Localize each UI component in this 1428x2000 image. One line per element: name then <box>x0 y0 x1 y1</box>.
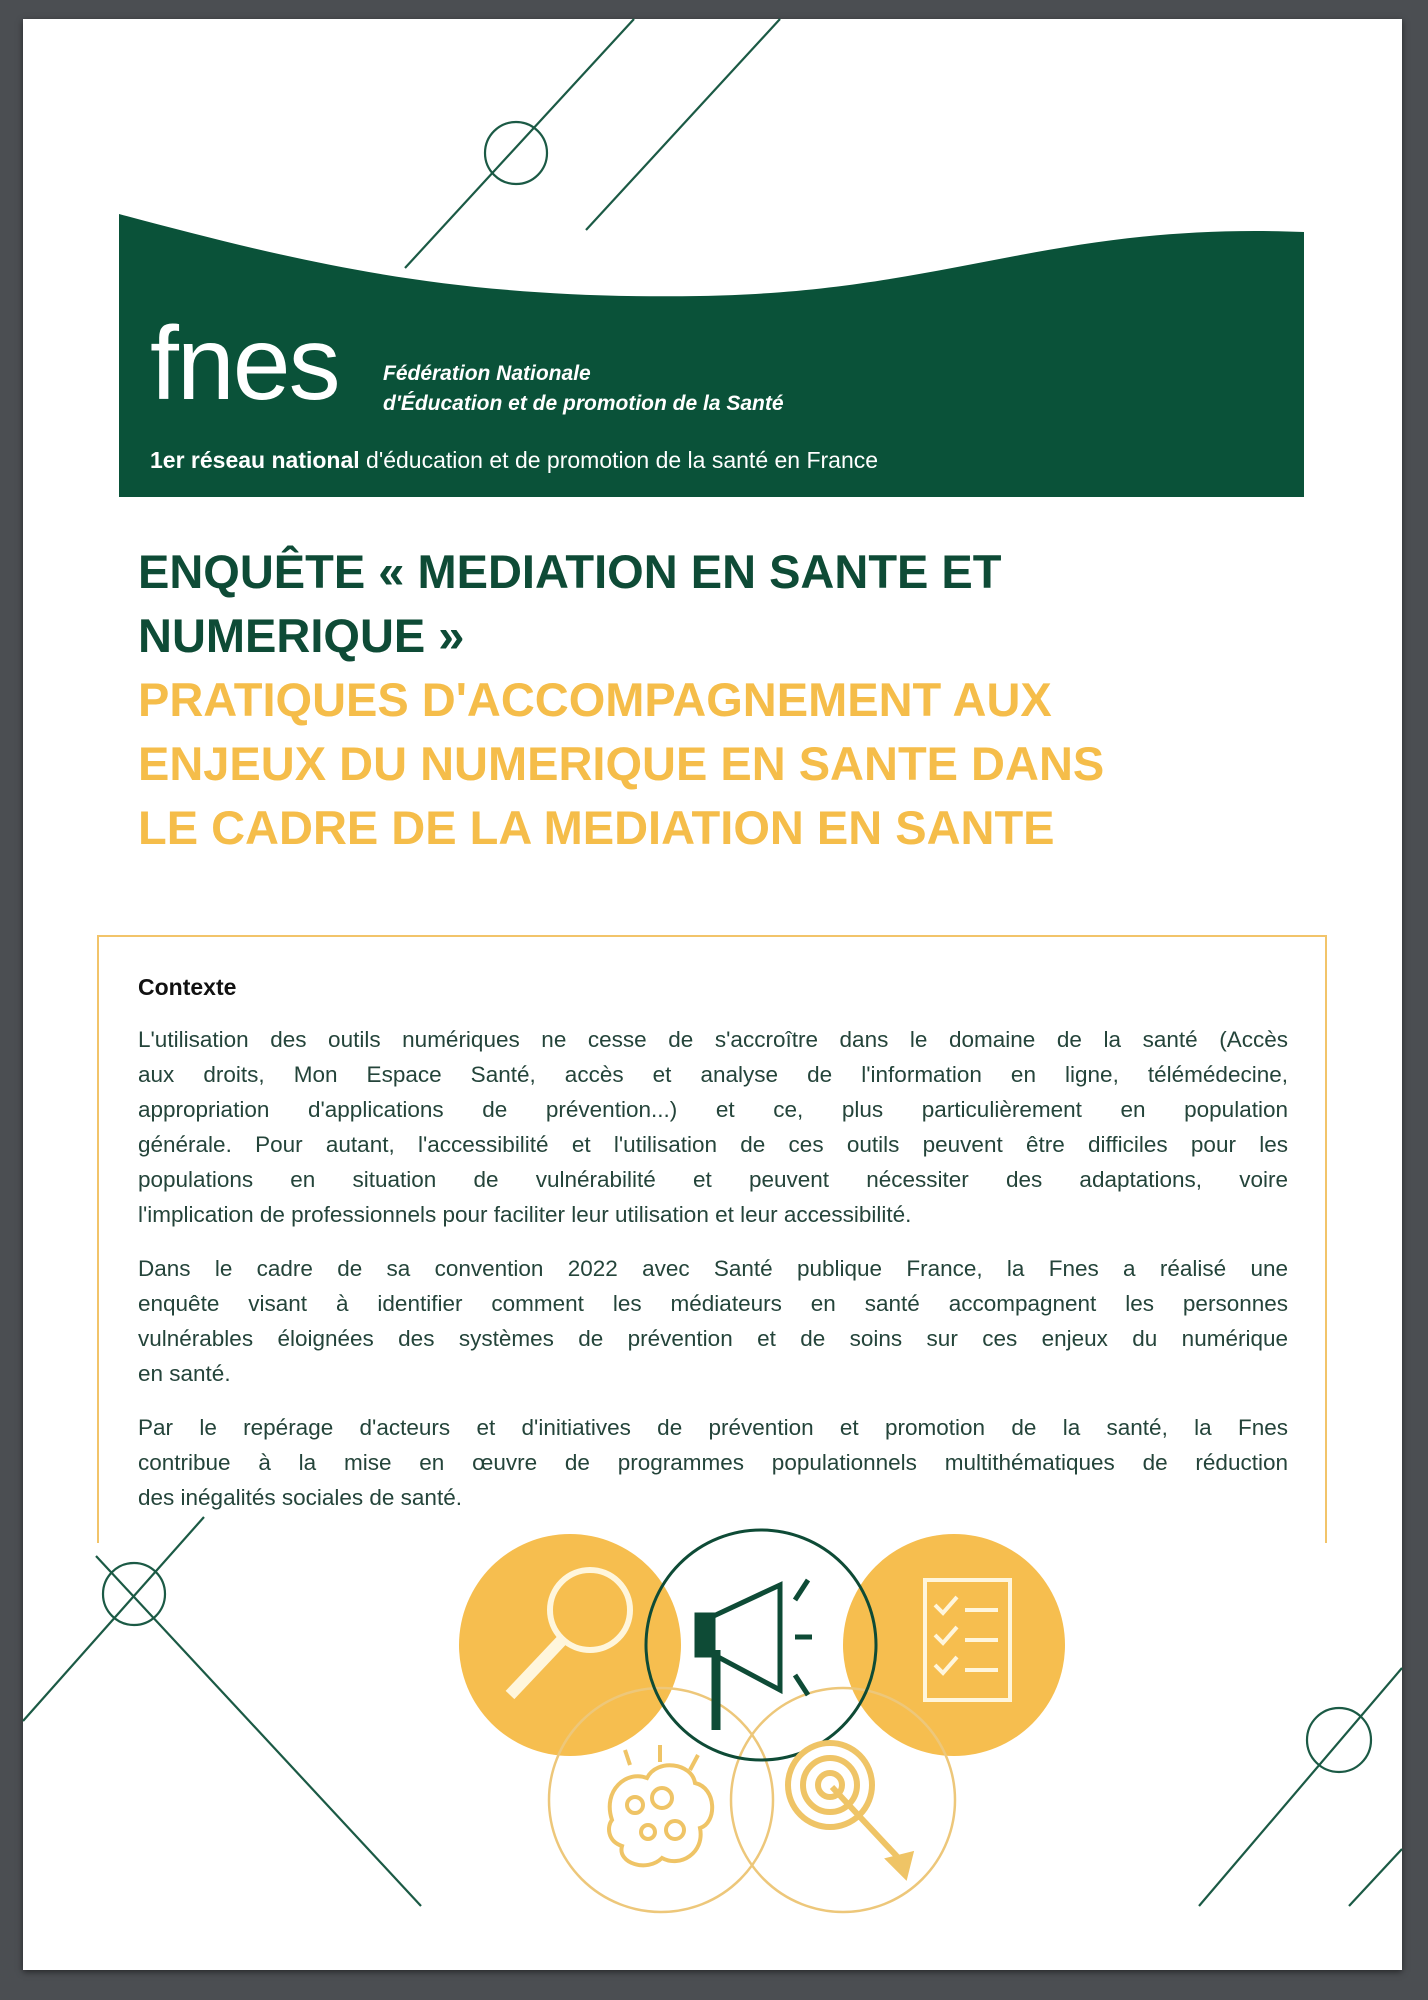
brain-circle <box>549 1688 773 1912</box>
context-paragraph-2 <box>138 1251 1288 1391</box>
subtitle-line-2: ENJEUX DU NUMERIQUE EN SANTE DANS <box>138 737 1105 790</box>
target-icon <box>788 1743 910 1875</box>
text-line: l'implication de professionnels pour faciliter leur utilisation et leur accessibilité. <box>138 1202 912 1227</box>
text-line: en santé. <box>138 1361 231 1386</box>
context-heading: Contexte <box>138 974 237 1000</box>
text-line: L'utilisation des outils numériques ne cesse de s'accroître dans le domaine de la santé (Accès <box>138 1027 1288 1052</box>
title-line-1: ENQUÊTE « MEDIATION EN SANTE ET <box>138 545 1002 598</box>
text-line: Par le repérage d'acteurs et d'initiatives de prévention et promotion de la santé, la Fnes <box>138 1415 1288 1440</box>
federation-name-line2: d'Éducation et de promotion de la Santé <box>383 392 784 415</box>
title-line-2: NUMERIQUE » <box>138 609 465 662</box>
federation-name-line1: Fédération Nationale <box>383 362 591 385</box>
text-line: enquête visant à identifier comment les médiateurs en santé accompagnent les personnes <box>138 1291 1288 1316</box>
text-line: Dans le cadre de sa convention 2022 avec Santé publique France, la Fnes a réalisé une <box>138 1256 1288 1281</box>
text-line: appropriation d'applications de prévention...) et ce, plus particulièrement en population <box>138 1097 1288 1122</box>
tagline-rest: d'éducation et de promotion de la santé en France <box>359 447 879 473</box>
tagline <box>150 447 878 474</box>
text-line: contribue à la mise en œuvre de programmes populationnels multithématiques de réduction <box>138 1450 1288 1475</box>
megaphone-icon <box>697 1580 812 1730</box>
subtitle-line-3: LE CADRE DE LA MEDIATION EN SANTE <box>138 801 1055 854</box>
tagline-bold: 1er réseau national <box>150 447 360 473</box>
text-line: aux droits, Mon Espace Santé, accès et analyse de l'information en ligne, télémédecine, <box>138 1062 1288 1087</box>
decorative-lines-top <box>405 19 780 268</box>
context-paragraph-3 <box>138 1410 1288 1515</box>
text-line: des inégalités sociales de santé. <box>138 1485 462 1510</box>
subtitle-line-1: PRATIQUES D'ACCOMPAGNEMENT AUX <box>138 673 1052 726</box>
text-line: vulnérables éloignées des systèmes de prévention et de soins sur ces enjeux du numérique <box>138 1326 1288 1351</box>
brain-gears-icon <box>609 1745 712 1865</box>
context-paragraph-1 <box>138 1022 1288 1232</box>
text-line: générale. Pour autant, l'accessibilité et l'utilisation de ces outils peuvent être difficiles pour les <box>138 1132 1288 1157</box>
fnes-logo: fnes <box>150 306 339 422</box>
text-line: populations en situation de vulnérabilité et peuvent nécessiter des adaptations, voire <box>138 1167 1288 1192</box>
